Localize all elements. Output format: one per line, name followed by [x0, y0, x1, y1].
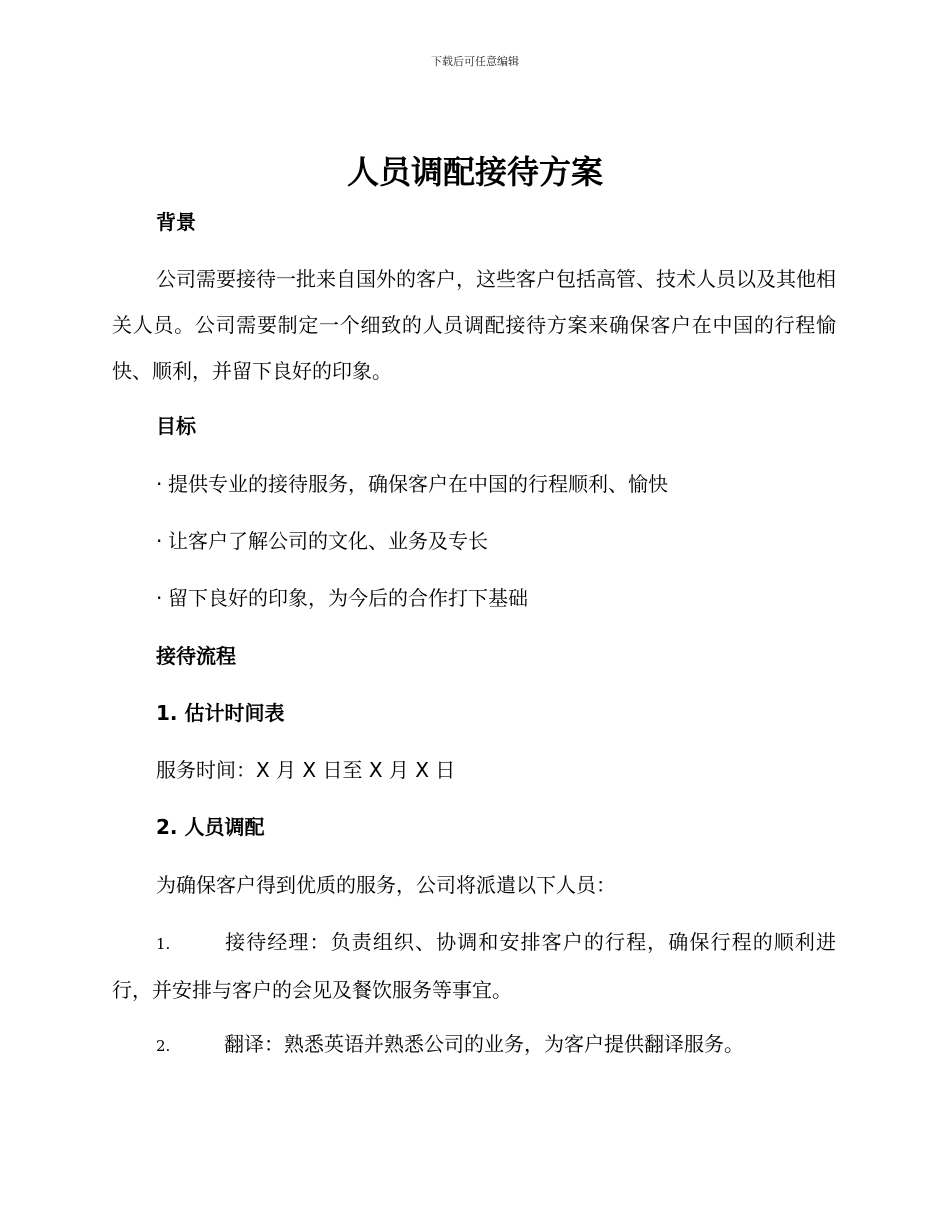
document-title: 人员调配接待方案	[346, 153, 603, 191]
section-heading-process: 接待流程	[156, 644, 236, 668]
staffing-intro: 为确保客户得到优质的服务，公司将派遣以下人员：	[156, 873, 616, 897]
staff-item-text: 翻译：熟悉英语并熟悉公司的业务，为客户提供翻译服务。	[224, 1032, 744, 1056]
bullet-icon: ·	[156, 529, 163, 553]
section-heading-background: 背景	[156, 210, 196, 234]
staff-list-item	[112, 1021, 836, 1069]
goal-text: 让客户了解公司的文化、业务及专长	[168, 529, 488, 553]
bullet-icon: ·	[156, 586, 163, 610]
page-header: 下载后可任意编辑	[431, 55, 519, 68]
staff-list-item	[112, 919, 836, 1013]
background-paragraph: 公司需要接待一批来自国外的客户，这些客户包括高管、技术人员以及其他相关人员。公司需要制定一个细致的人员调配接待方案来确保客户在中国的行程愉快、顺利，并留下良好的印象。	[112, 267, 836, 383]
goal-list-item	[156, 469, 668, 499]
bullet-icon: ·	[156, 472, 163, 496]
list-number: 2.	[156, 1037, 171, 1055]
list-number: 1.	[156, 935, 171, 953]
goal-list-item	[156, 526, 488, 556]
goal-list-item	[156, 583, 528, 613]
goal-text: 提供专业的接待服务，确保客户在中国的行程顺利、愉快	[168, 472, 668, 496]
staff-item-text: 接待经理：负责组织、协调和安排客户的行程，确保行程的顺利进行，并安排与客户的会见及餐饮服务等事宜。	[112, 930, 836, 1002]
goal-text: 留下良好的印象，为今后的合作打下基础	[168, 586, 528, 610]
section-heading-goals: 目标	[156, 414, 196, 438]
subheading-staffing: 2. 人员调配	[156, 815, 265, 839]
subheading-schedule: 1. 估计时间表	[156, 701, 285, 725]
schedule-text: 服务时间：X 月 X 日至 X 月 X 日	[156, 758, 456, 782]
